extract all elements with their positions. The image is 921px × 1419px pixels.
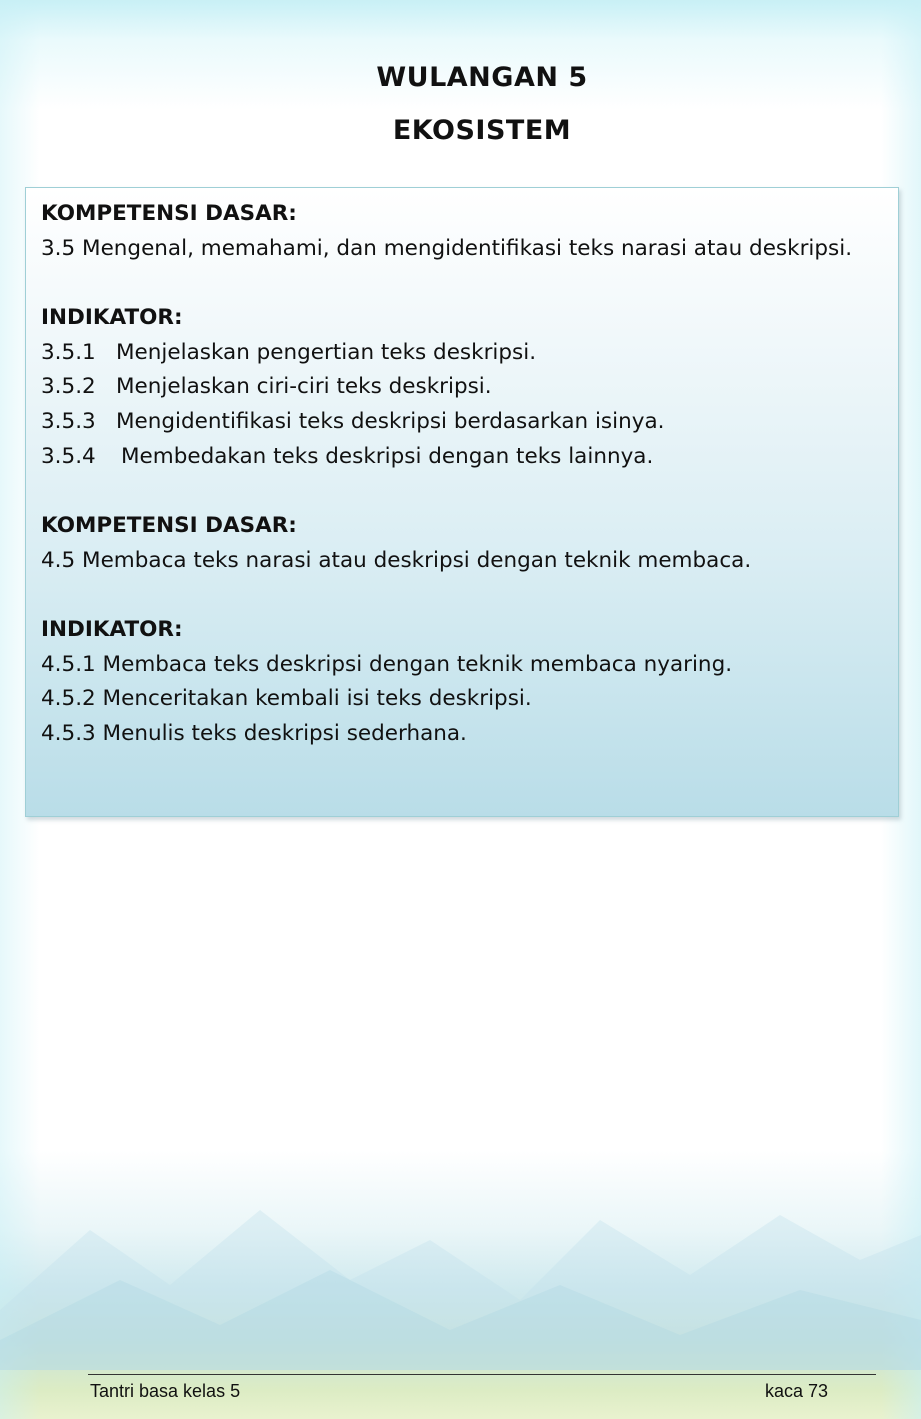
indicator-number: 3.5.3 [41,409,96,434]
footer-divider [88,1374,876,1375]
indicator-item [41,411,664,433]
indicator-number: 3.5.2 [41,374,96,399]
background-mountains [0,1190,921,1370]
lesson-title: WULANGAN 5 [376,62,588,93]
indicator-item: 4.5.1 Membaca teks deskripsi dengan teknik membaca nyaring. [41,652,733,677]
indicator-item [41,376,492,398]
indicator-heading-1: INDIKATOR: [41,305,183,330]
indicator-number: 3.5.4 [41,444,96,469]
indicator-text: Membedakan teks deskripsi dengan teks lainnya. [121,444,654,469]
indicator-text: Menjelaskan ciri-ciri teks deskripsi. [116,374,492,399]
indicator-text: Mengidentifikasi teks deskripsi berdasarkan isinya. [116,409,665,434]
indicator-number: 3.5.1 [41,340,96,365]
competency-text-1: 3.5 Mengenal, memahami, dan mengidentifikasi teks narasi atau deskripsi. [41,236,853,261]
indicator-text: Menjelaskan pengertian teks deskripsi. [116,340,537,365]
topic-title: EKOSISTEM [392,115,572,146]
footer-page-number: kaca 73 [765,1381,829,1401]
indicator-heading-2: INDIKATOR: [41,617,183,642]
indicator-item [41,342,536,364]
competency-heading-2: KOMPETENSI DASAR: [41,513,297,538]
indicator-item [41,446,653,468]
footer-book-title: Tantri basa kelas 5 [90,1381,241,1401]
competency-heading-1: KOMPETENSI DASAR: [41,201,297,226]
indicator-item: 4.5.2 Menceritakan kembali isi teks deskripsi. [41,686,532,711]
competency-text-2: 4.5 Membaca teks narasi atau deskripsi dengan teknik membaca. [41,548,752,573]
indicator-item: 4.5.3 Menulis teks deskripsi sederhana. [41,721,467,746]
